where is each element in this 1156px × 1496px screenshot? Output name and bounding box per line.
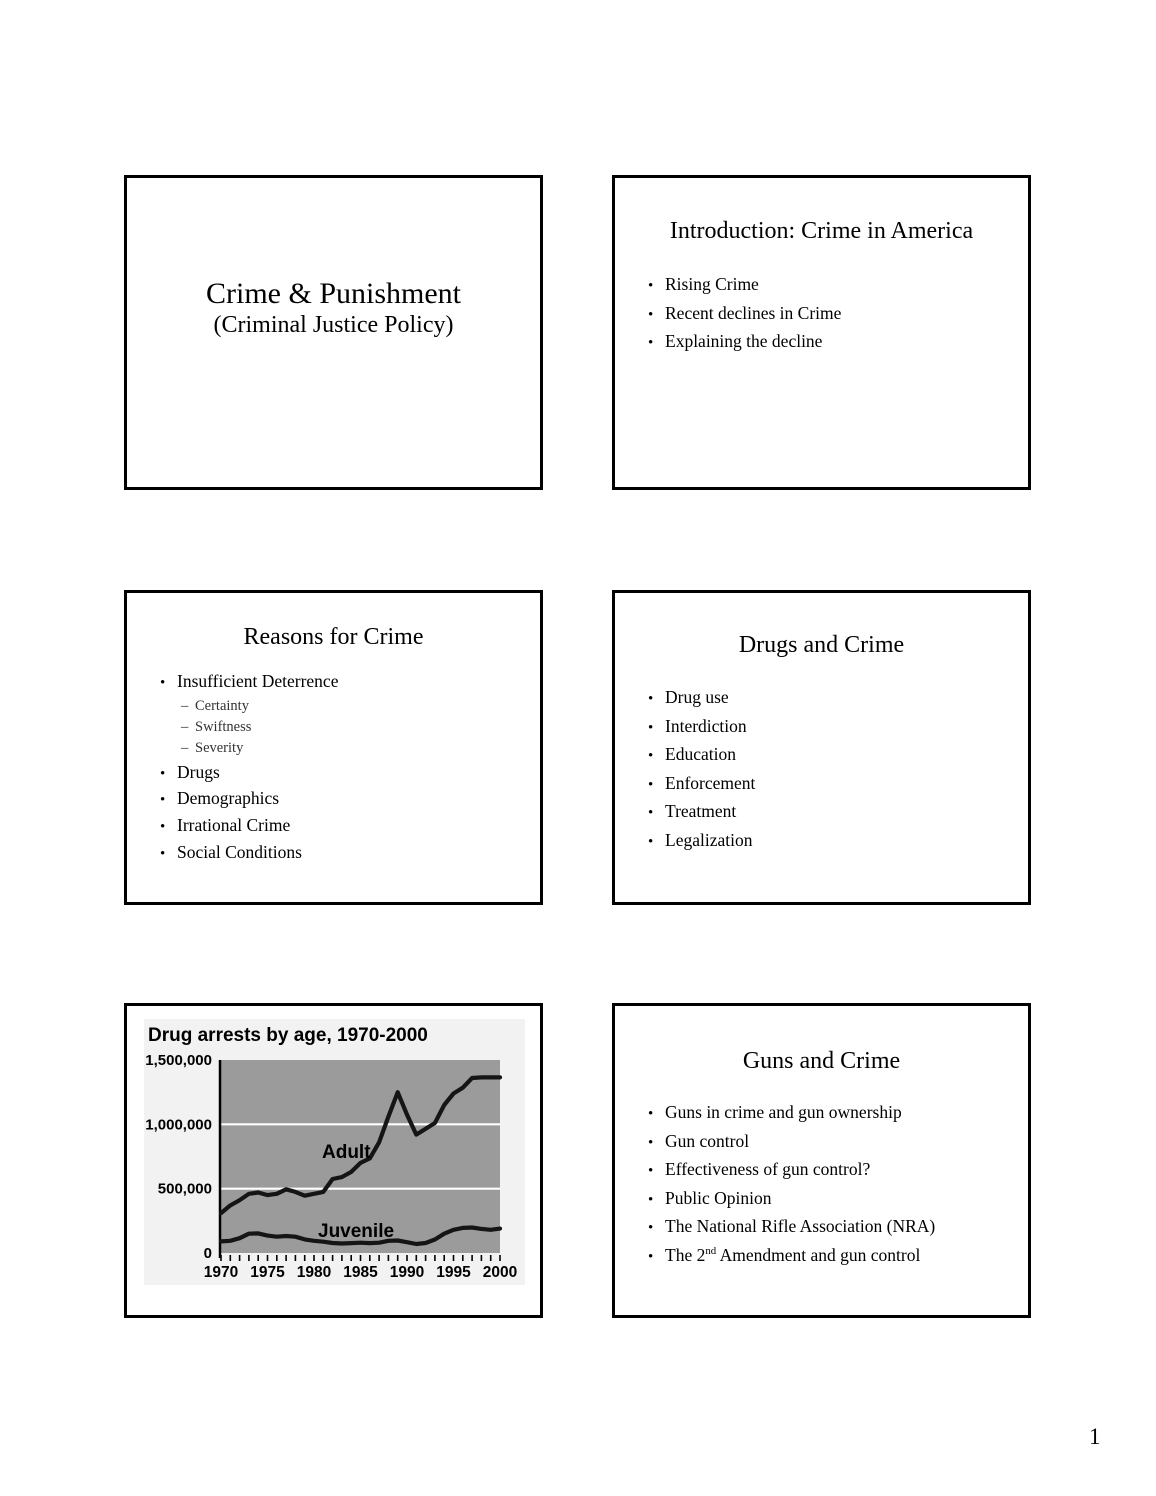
bullet-marker: • xyxy=(648,1191,654,1208)
bullet-text: The 2nd Amendment and gun control xyxy=(665,1244,921,1265)
bullet-text: Education xyxy=(665,744,736,764)
y-tick-label: 0 xyxy=(203,1245,212,1262)
slide-guns-and-crime xyxy=(612,1003,1031,1318)
bullet-text: Explaining the decline xyxy=(665,331,823,351)
bullet-item xyxy=(648,1099,1022,1128)
bullet-item xyxy=(648,1156,1022,1185)
chart xyxy=(144,1019,525,1285)
bullet-text: Rising Crime xyxy=(665,274,759,294)
bullet-item xyxy=(648,713,1022,742)
bullet-item xyxy=(648,328,1022,357)
bullet-marker: • xyxy=(648,278,654,294)
x-tick-label: 1985 xyxy=(343,1264,378,1281)
slide-title: Drugs and Crime xyxy=(738,632,905,658)
bullet-list xyxy=(160,669,534,867)
slide-title: Reasons for Crime xyxy=(243,624,424,650)
x-tick-label: 1990 xyxy=(389,1264,425,1281)
bullet-marker: • xyxy=(648,776,654,793)
bullet-text: Guns in crime and gun ownership xyxy=(665,1102,902,1122)
slide-title-card xyxy=(124,175,543,490)
page-number: 1 xyxy=(1089,1424,1101,1449)
x-tick-label: 2000 xyxy=(482,1264,518,1281)
sub-bullet-item xyxy=(160,738,534,759)
bullet-marker: • xyxy=(648,805,654,821)
y-tick-label: 1,000,000 xyxy=(145,1116,212,1134)
bullet-marker: • xyxy=(648,1220,654,1236)
bullet-text: Severity xyxy=(195,740,244,757)
bullet-list xyxy=(648,684,1022,855)
bullet-marker: • xyxy=(648,748,654,764)
bullet-item xyxy=(648,1213,1022,1242)
bullet-text: Interdiction xyxy=(665,715,747,736)
sub-bullet-item xyxy=(160,717,534,738)
sub-bullet-item xyxy=(160,696,534,717)
bullet-item xyxy=(648,827,1022,856)
bullet-marker: • xyxy=(160,792,166,809)
bullet-text: Certainty xyxy=(195,697,249,714)
juvenile-series-label: Juvenile xyxy=(318,1221,395,1242)
x-tick-label: 1975 xyxy=(250,1264,285,1281)
bullet-item xyxy=(160,840,534,867)
chart-title: Drug arrests by age, 1970-2000 xyxy=(148,1025,428,1046)
bullet-text: Public Opinion xyxy=(665,1187,772,1208)
bullet-item xyxy=(160,760,534,787)
bullet-marker: • xyxy=(648,833,654,850)
presentation-title: Crime & Punishment xyxy=(206,277,461,310)
bullet-item xyxy=(648,1185,1022,1214)
bullet-marker: • xyxy=(648,1134,654,1151)
bullet-list xyxy=(648,1099,1022,1270)
bullet-marker: • xyxy=(648,719,654,736)
bullet-marker: • xyxy=(160,819,166,836)
x-tick-label: 1980 xyxy=(296,1264,332,1281)
y-tick-label: 500,000 xyxy=(157,1180,212,1198)
bullet-marker: • xyxy=(160,765,166,782)
bullet-marker: • xyxy=(648,335,654,351)
bullet-marker: • xyxy=(648,1106,654,1122)
slide-drugs-and-crime xyxy=(612,590,1031,905)
bullet-text: Irrational Crime xyxy=(177,815,291,836)
bullet-item xyxy=(648,271,1022,300)
bullet-text: Drug use xyxy=(665,687,729,707)
bullet-item xyxy=(648,798,1022,827)
bullet-text: Gun control xyxy=(665,1130,750,1151)
bullet-marker: • xyxy=(160,846,166,863)
bullet-text: Drugs xyxy=(177,761,220,782)
bullet-item xyxy=(160,813,534,840)
bullet-marker: • xyxy=(160,675,166,691)
bullet-item xyxy=(648,1242,1022,1271)
bullet-text: Enforcement xyxy=(665,772,756,793)
bullet-marker: • xyxy=(648,1163,654,1179)
bullet-item xyxy=(648,741,1022,770)
dash-marker: – xyxy=(181,719,189,736)
bullet-text: The National Rifle Association (NRA) xyxy=(665,1216,936,1236)
slide-title: Introduction: Crime in America xyxy=(669,218,974,244)
slide-title: Guns and Crime xyxy=(742,1048,901,1074)
bullet-text: Treatment xyxy=(665,801,737,821)
bullet-item xyxy=(160,786,534,813)
bullet-item xyxy=(648,1128,1022,1157)
bullet-list xyxy=(648,271,1022,357)
slide-reasons-for-crime xyxy=(124,590,543,905)
bullet-marker: • xyxy=(648,1248,654,1265)
bullet-text: Effectiveness of gun control? xyxy=(665,1159,871,1179)
bullet-marker: • xyxy=(648,691,654,707)
bullet-text: Swiftness xyxy=(195,719,252,736)
dash-marker: – xyxy=(181,697,189,714)
x-tick-label: 1995 xyxy=(436,1264,471,1281)
bullet-marker: • xyxy=(648,306,654,323)
adult-series-label: Adult xyxy=(322,1142,371,1163)
bullet-item xyxy=(648,770,1022,799)
bullet-text: Legalization xyxy=(665,829,753,850)
bullet-text: Recent declines in Crime xyxy=(665,302,842,323)
bullet-text: Social Conditions xyxy=(177,842,302,863)
bullet-item xyxy=(648,300,1022,329)
bullet-item xyxy=(160,669,534,696)
dash-marker: – xyxy=(181,740,189,757)
y-tick-label: 1,500,000 xyxy=(145,1052,212,1069)
chart-plot xyxy=(144,1019,525,1285)
bullet-text: Insufficient Deterrence xyxy=(177,671,339,691)
bullet-item xyxy=(648,684,1022,713)
x-tick-label: 1970 xyxy=(203,1264,239,1281)
presentation-subtitle: (Criminal Justice Policy) xyxy=(213,312,454,338)
slide-drug-arrests-chart xyxy=(124,1003,543,1318)
bullet-text: Demographics xyxy=(177,788,280,809)
slide-introduction xyxy=(612,175,1031,490)
